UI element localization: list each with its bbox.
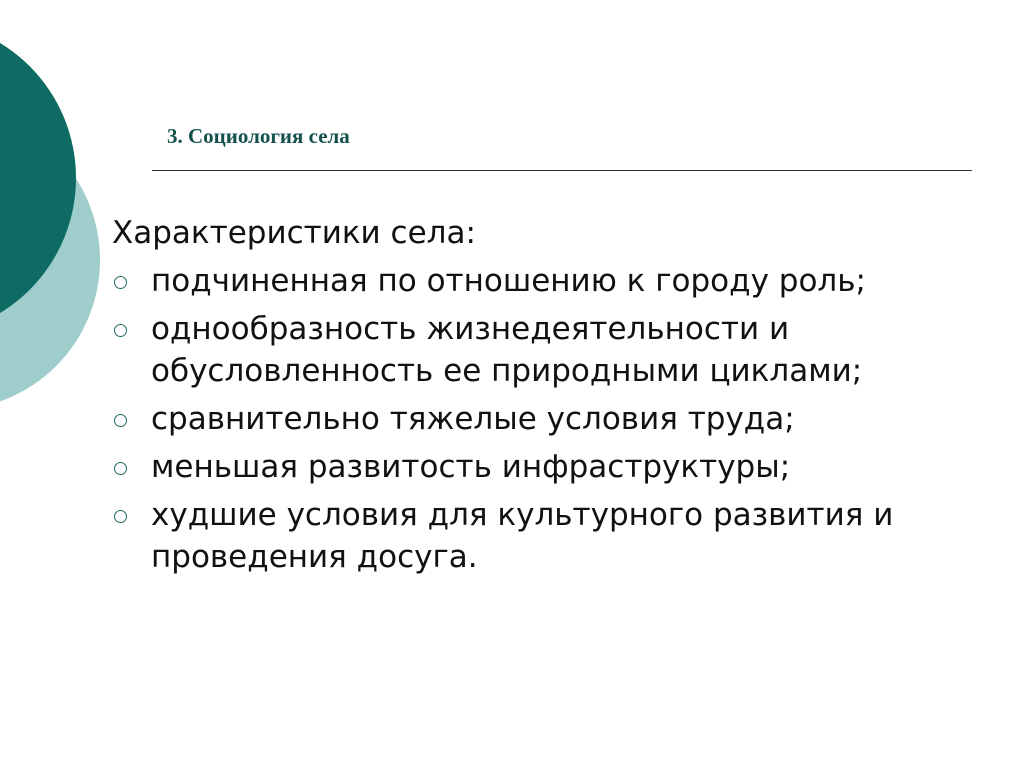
list-item [112,446,982,488]
slide-title: 3. Социология села [167,124,350,148]
hollow-circle-bullet-icon [114,324,127,337]
bullet-list [112,260,982,578]
slide-body [112,212,982,584]
list-item-text: однообразность жизнедеятельности и обусловленность ее природными циклами; [151,311,863,389]
list-item-text: меньшая развитость инфраструктуры; [151,449,791,485]
list-item [112,398,982,440]
list-item [112,260,982,302]
hollow-circle-bullet-icon [114,276,127,289]
list-item-text: сравнительно тяжелые условия труда; [151,401,795,437]
hollow-circle-bullet-icon [114,510,127,523]
title-divider [152,170,972,171]
list-item-text: худшие условия для культурного развития и проведения досуга. [151,497,894,575]
list-item [112,308,982,392]
list-item-text: подчиненная по отношению к городу роль; [151,263,866,299]
hollow-circle-bullet-icon [114,414,127,427]
list-item [112,494,982,578]
hollow-circle-bullet-icon [114,462,127,475]
intro-text: Характеристики села: [112,215,476,251]
